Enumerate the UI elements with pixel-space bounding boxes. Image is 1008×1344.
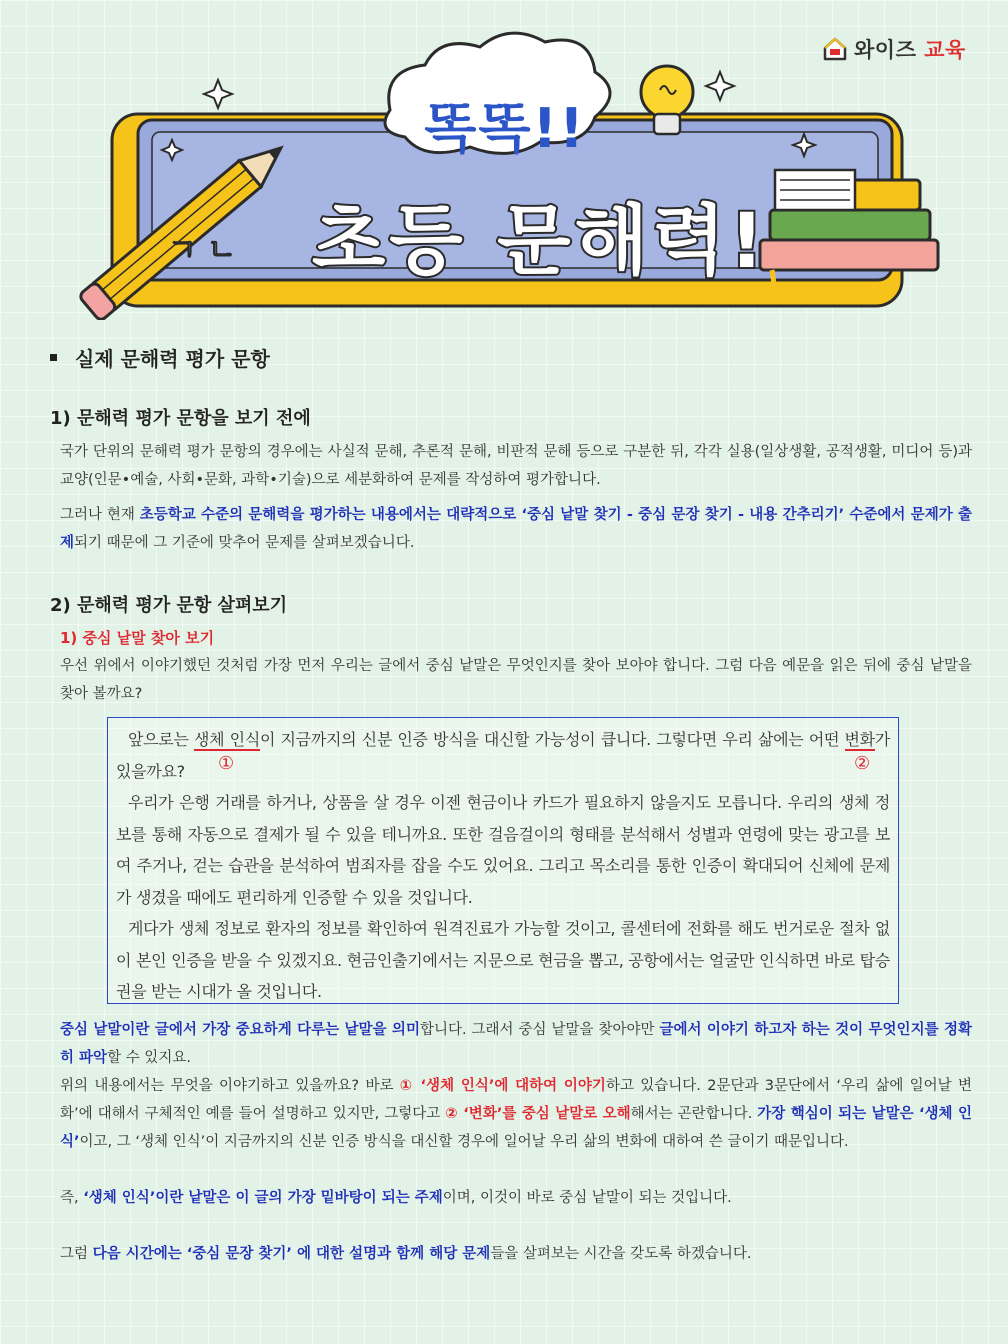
section-title: 실제 문해력 평가 문항	[50, 343, 270, 372]
svg-text:ㄱ ㄴ: ㄱ ㄴ	[168, 233, 237, 268]
closing-paragraph: 그럼 다음 시간에는 ‘중심 문장 찾기’ 에 대한 설명과 함께 해당 문제들을 살펴보는 시간을 갖도록 하겠습니다.	[60, 1246, 752, 1262]
part1-heading: 1) 문해력 평가 문항을 보기 전에	[50, 408, 311, 429]
brand-name: 와이즈 교육	[854, 38, 966, 62]
marker-1: ①	[218, 753, 235, 774]
title-banner	[60, 30, 950, 320]
example-paragraph-3: 게다가 생체 정보로 환자의 정보를 확인하여 원격진료가 가능할 것이고, 콜센터에 전화를 해도 번거로운 절차 없이 본인 인증을 받을 수 있겠지요. 현금인출기에서는 지문으로 현금을 뽑고, 공항에서는 얼굴만 인식하면 바로 탑승권을 받는 시대가 올 것입니다.	[116, 919, 890, 1001]
part2-heading: 2) 문해력 평가 문항 살펴보기	[50, 595, 288, 616]
marker-2: ②	[854, 753, 871, 774]
part2-intro: 우선 위에서 이야기했던 것처럼 가장 먼저 우리는 글에서 중심 낱말은 무엇인지를 찾아 보아야 합니다. 그럼 다음 예문을 읽은 뒤에 중심 낱말을 찾아 볼까요?	[60, 658, 972, 702]
part2-subheading: 1) 중심 낱말 찾아 보기	[60, 629, 215, 647]
keyword-biometric: 생체 인식	[194, 730, 260, 749]
example-paragraph-2: 우리가 은행 거래를 하거나, 상품을 살 경우 이젠 현금이나 카드가 필요하지 않을지도 모릅니다. 우리의 생체 정보를 통해 자동으로 결제가 될 수 있을 테니까요. 또한 걸음걸이의 형태를 분석해서 성별과 연령에 맞는 광고를 보여 주거나, 걷는 습관을 분석하여 범죄자를 잡을 수도 있어요. 그리고 목소리를 통한 인증이 확대되어 신체에 문제가 생겼을 때에도 편리하게 인증할 수 있을 것입니다.	[116, 793, 890, 907]
keyword-change: 변화	[844, 730, 875, 749]
part1-paragraph-2: 그러나 현재 초등학교 수준의 문해력을 평가하는 내용에서는 대략적으로 ‘중심 낱말 찾기 - 중심 문장 찾기 - 내용 간추리기’ 수준에서 문제가 출제되기 때문에 그 기준에 맞추어 문제를 살펴보겠습니다.	[60, 507, 972, 551]
explain-paragraph-3: 즉, ‘생체 인식’이란 낱말은 이 글의 가장 밑바탕이 되는 주제이며, 이것이 바로 중심 낱말이 되는 것입니다.	[60, 1190, 732, 1206]
explain-paragraph-1: 중심 낱말이란 글에서 가장 중요하게 다루는 낱말을 의미합니다. 그래서 중심 낱말을 찾아야만 글에서 이야기 하고자 하는 것이 무엇인지를 정확히 파악할 수 있지요.	[60, 1022, 972, 1066]
explain-paragraph-2: 위의 내용에서는 무엇을 이야기하고 있을까요? 바로 ① ‘생체 인식’에 대하여 이야기하고 있습니다. 2문단과 3문단에서 ‘우리 삶에 일어날 변화’에 대해서 구체적인 예를 들어 설명하고 있지만, 그렇다고 ② ‘변화’를 중심 낱말로 오해해서는 곤란합니다. 가장 핵심이 되는 낱말은 ‘생체 인식’이고, 그 ‘생체 인식’이 지금까지의 신분 인증 방식을 대신할 경우에 일어날 우리 삶의 변화에 대하여 쓴 글이기 때문입니다.	[60, 1078, 973, 1150]
banner-bubble-text: 똑똑!!	[424, 97, 586, 160]
part1-paragraph-1: 국가 단위의 문해력 평가 문항의 경우에는 사실적 문해, 추론적 문해, 비판적 문해 등으로 구분한 뒤, 각각 실용(일상생활, 공적생활, 미디어 등)과 교양(인문•예술, 사회•문화, 과학•기술)으로 세분화하여 문제를 작성하여 평가합니다.	[60, 444, 972, 488]
banner-title: 초등 문해력!	[311, 196, 769, 285]
example-paragraph-1: 앞으로는 생체 인식이 지금까지의 신분 인증 방식을 대신할 가능성이 큽니다. 그렇다면 우리 삶에는 어떤 변화가 있을까요?	[116, 730, 890, 781]
bullet-icon	[50, 354, 57, 361]
